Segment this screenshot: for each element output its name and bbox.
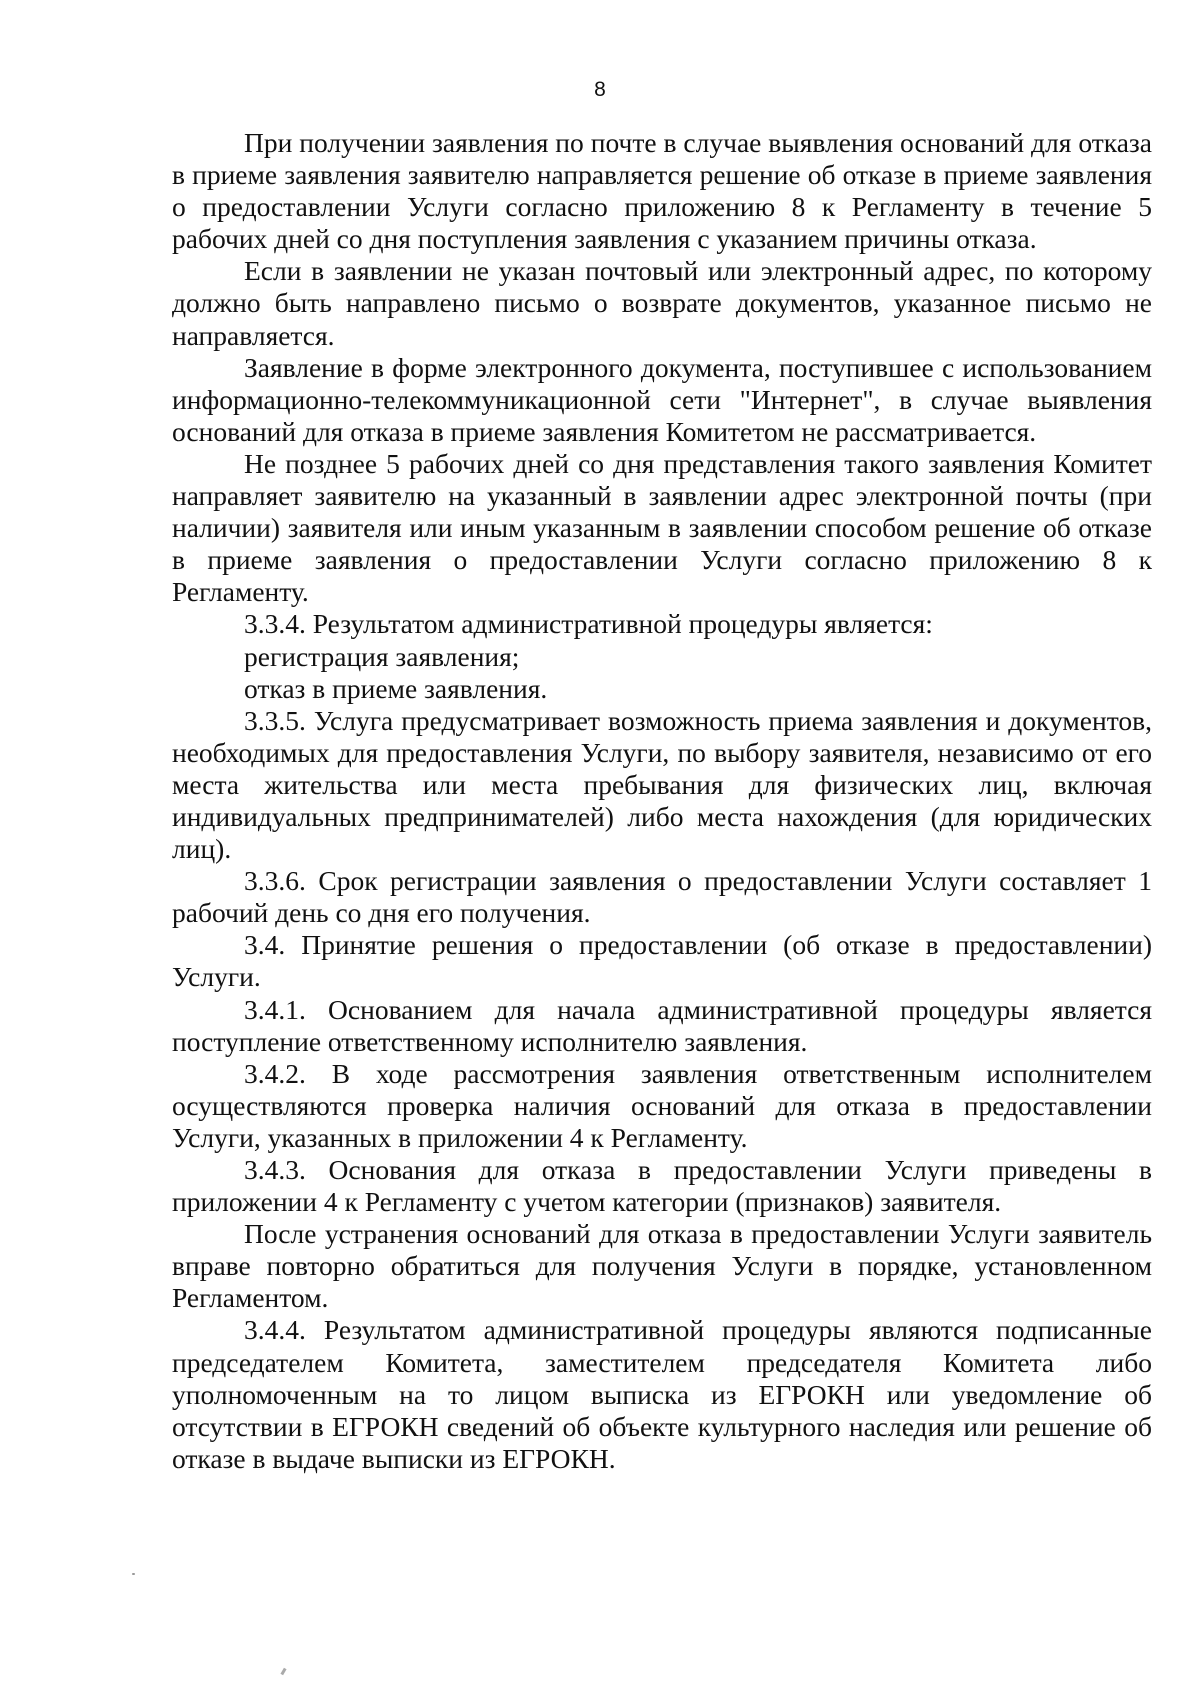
paragraph: 3.4.2. В ходе рассмотрения заявления ответственным исполнителем осуществляются проверка наличия оснований для отказа в предоставлении Услуги, указанных в приложении 4 к Регламенту. <box>172 1057 1152 1153</box>
paragraph: После устранения оснований для отказа в предоставлении Услуги заявитель вправе повторно обратиться для получения Услуги в порядке, установленном Регламентом. <box>172 1218 1152 1314</box>
paragraph: 3.4.1. Основанием для начала административной процедуры является поступление ответственному исполнителю заявления. <box>172 993 1152 1057</box>
paragraph: При получении заявления по почте в случае выявления оснований для отказа в приеме заявления заявителю направляется решение об отказе в приеме заявления о предоставлении Услуги согласно приложению 8 к Регламенту в течение 5 рабочих дней со дня поступления заявления с указанием причины отказа. <box>172 127 1152 255</box>
paragraph: 3.4. Принятие решения о предоставлении (об отказе в предоставлении) Услуги. <box>172 929 1152 993</box>
list-item: регистрация заявления; <box>244 640 520 672</box>
paragraph: Не позднее 5 рабочих дней со дня представления такого заявления Комитет направляет заявителю на указанный в заявлении адрес электронной почты (при наличии) заявителя или иным указанным в заявлении способом решение об отказе в приеме заявления о предоставлении Услуги согласно приложению 8 к Регламенту. <box>172 447 1152 608</box>
paragraph: 3.4.4. Результатом административной процедуры являются подписанные председателем Комитета, заместителем председателя Комитета либо уполномоченным на то лицом выписка из ЕГРОКН или уведомление об отсутствии в ЕГРОКН сведений об объекте культурного наследия или решение об отказе в выдаче выписки из ЕГРОКН. <box>172 1314 1152 1474</box>
list-item: 3.3.4. Результатом административной процедуры является: <box>244 608 933 640</box>
paragraph: 3.4.3. Основания для отказа в предоставлении Услуги приведены в приложении 4 к Регламенту с учетом категории (признаков) заявителя. <box>172 1154 1152 1218</box>
scan-mark <box>280 1668 286 1676</box>
document-body <box>172 127 1152 1475</box>
paragraph: Заявление в форме электронного документа, поступившее с использованием информационно-телекоммуникационной сети "Интернет", в случае выявления оснований для отказа в приеме заявления Комитетом не рассматривается. <box>172 351 1152 447</box>
scan-mark <box>132 1573 135 1575</box>
paragraph: 3.3.5. Услуга предусматривает возможность приема заявления и документов, необходимых для предоставления Услуги, по выбору заявителя, независимо от его места жительства или места пребывания для физических лиц, включая индивидуальных предпринимателей) либо места нахождения (для юридических лиц). <box>172 704 1152 865</box>
page-number: 8 <box>594 78 606 101</box>
list-item: отказ в приеме заявления. <box>244 672 548 704</box>
paragraph: 3.3.6. Срок регистрации заявления о предоставлении Услуги составляет 1 рабочий день со дня его получения. <box>172 865 1152 929</box>
paragraph: Если в заявлении не указан почтовый или электронный адрес, по которому должно быть направлено письмо о возврате документов, указанное письмо не направляется. <box>172 255 1152 351</box>
